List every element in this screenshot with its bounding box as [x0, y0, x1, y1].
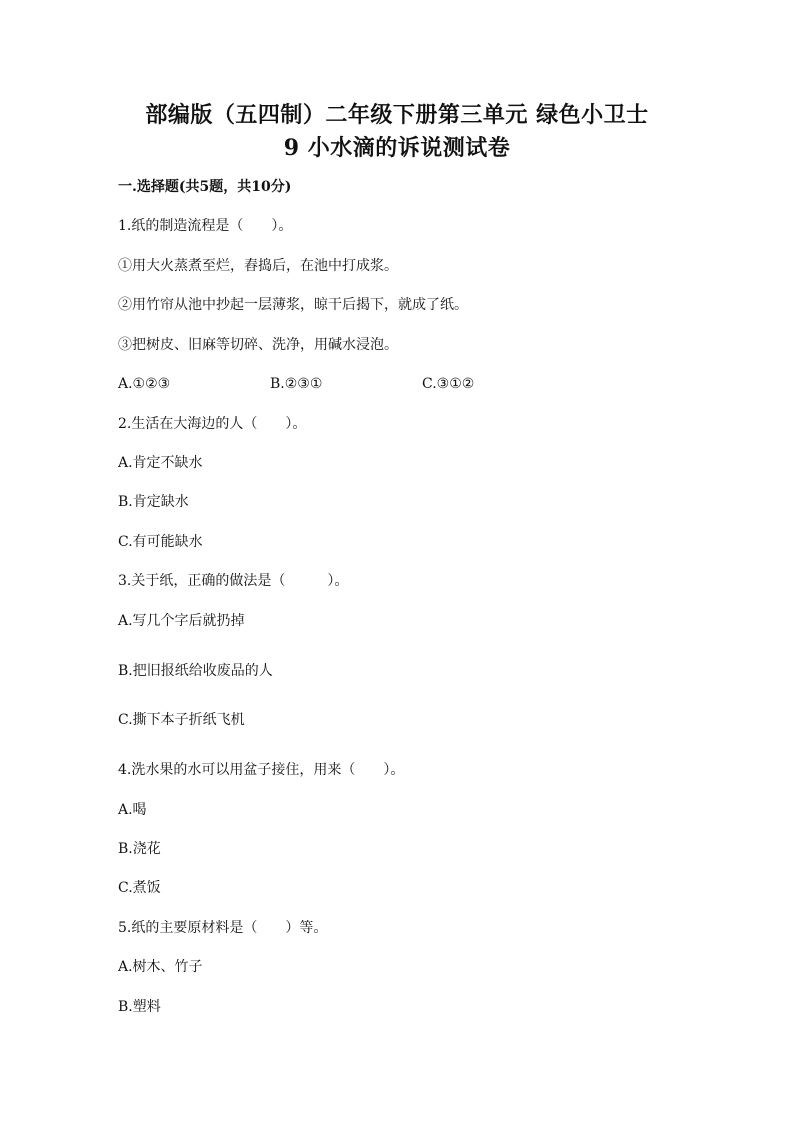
- question-1-options: [118, 374, 718, 394]
- question-1-step-2: ②用竹帘从池中抄起一层薄浆，晾干后揭下，就成了纸。: [118, 297, 468, 313]
- question-5-stem: 5.纸的主要原材料是（ ）等。: [118, 920, 328, 936]
- question-1-option-b[interactable]: B.②③①: [270, 376, 323, 392]
- question-4-option-a[interactable]: A.喝: [118, 802, 147, 818]
- question-3-stem: 3.关于纸，正确的做法是（ ）。: [118, 573, 349, 589]
- question-3-option-a[interactable]: A.写几个字后就扔掉: [118, 613, 245, 629]
- question-4-option-c[interactable]: C.煮饭: [118, 880, 161, 896]
- question-2-option-c[interactable]: C.有可能缺水: [118, 534, 203, 550]
- question-1-stem: 1.纸的制造流程是（ ）。: [118, 218, 293, 234]
- question-3-option-b[interactable]: B.把旧报纸给收废品的人: [118, 663, 273, 679]
- page-subtitle: 9 小水滴的诉说测试卷: [283, 135, 511, 161]
- question-1-option-c[interactable]: C.③①②: [422, 376, 475, 392]
- question-4-option-b[interactable]: B.浇花: [118, 841, 161, 857]
- page-title: 部编版（五四制）二年级下册第三单元 绿色小卫士: [145, 102, 649, 128]
- question-1-step-1: ①用大火蒸煮至烂，舂捣后，在池中打成浆。: [118, 258, 398, 274]
- question-4-stem: 4.洗水果的水可以用盆子接住，用来（ ）。: [118, 762, 405, 778]
- question-1-option-a[interactable]: A.①②③: [118, 376, 171, 392]
- question-3-option-c[interactable]: C.撕下本子折纸飞机: [118, 712, 245, 728]
- question-5-option-a[interactable]: A.树木、竹子: [118, 959, 203, 975]
- question-5-option-b[interactable]: B.塑料: [118, 999, 161, 1015]
- question-2-option-a[interactable]: A.肯定不缺水: [118, 455, 203, 471]
- question-2-option-b[interactable]: B.肯定缺水: [118, 494, 189, 510]
- question-2-stem: 2.生活在大海边的人（ ）。: [118, 416, 307, 432]
- section-heading: 一.选择题(共5题，共10分): [118, 179, 292, 195]
- question-1-step-3: ③把树皮、旧麻等切碎、洗净，用碱水浸泡。: [118, 337, 398, 353]
